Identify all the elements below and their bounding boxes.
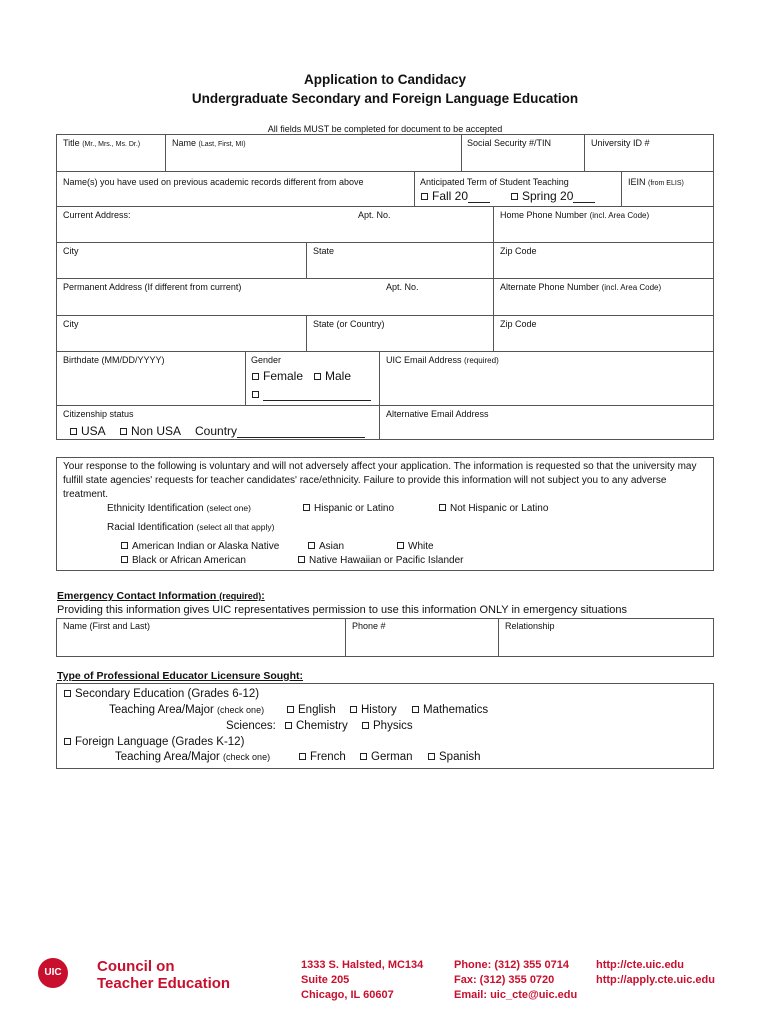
university-id-field[interactable]: University ID # xyxy=(591,138,650,148)
chemistry-option[interactable]: Chemistry xyxy=(285,720,348,732)
perm-city-field[interactable]: City xyxy=(63,319,79,329)
fall-checkbox[interactable] xyxy=(421,193,428,200)
name-field[interactable]: Name (Last, First, MI) xyxy=(172,138,246,148)
licensure-heading: Type of Professional Educator Licensure Sought: xyxy=(57,670,304,682)
uic-email-field[interactable]: UIC Email Address (required) xyxy=(386,355,499,365)
apt-no-field[interactable]: Apt. No. xyxy=(358,210,391,220)
perm-apt-no-field[interactable]: Apt. No. xyxy=(386,282,419,292)
emergency-text: Providing this information gives UIC representatives permission to use this information ONLY in emergency situations xyxy=(57,604,628,616)
german-option[interactable]: German xyxy=(360,751,413,763)
non-usa-checkbox[interactable] xyxy=(120,428,127,435)
footer-fax: Fax: (312) 355 0720 xyxy=(454,974,555,986)
usa-checkbox[interactable] xyxy=(70,428,77,435)
cte-link[interactable]: http://cte.uic.edu xyxy=(596,959,684,971)
male-option[interactable]: Male xyxy=(314,369,351,383)
emergency-phone-field[interactable]: Phone # xyxy=(352,621,386,631)
chemistry-checkbox[interactable] xyxy=(285,722,292,729)
german-checkbox[interactable] xyxy=(360,753,367,760)
hawaiian-checkbox[interactable] xyxy=(298,556,305,563)
city-field[interactable]: City xyxy=(63,246,79,256)
previous-names-field[interactable]: Name(s) you have used on previous academic records different from above xyxy=(63,177,364,187)
apply-link[interactable]: http://apply.cte.uic.edu xyxy=(596,974,715,986)
footer-links xyxy=(596,958,715,988)
hawaiian-option[interactable]: Native Hawaiian or Pacific Islander xyxy=(298,555,464,566)
footer-contact xyxy=(454,958,577,1003)
not-hispanic-checkbox[interactable] xyxy=(439,504,446,511)
foreign-language-option[interactable]: Foreign Language (Grades K-12) xyxy=(64,736,244,748)
required-note: All fields MUST be completed for document to be accepted xyxy=(267,124,503,134)
usa-option[interactable]: USA xyxy=(70,424,106,438)
state-field[interactable]: State xyxy=(313,246,335,256)
french-option[interactable]: French xyxy=(299,751,346,763)
physics-checkbox[interactable] xyxy=(362,722,369,729)
perm-zip-field[interactable]: Zip Code xyxy=(500,319,537,329)
physics-option[interactable]: Physics xyxy=(362,720,413,732)
female-option[interactable]: Female xyxy=(252,369,303,383)
spanish-checkbox[interactable] xyxy=(428,753,435,760)
form-subtitle: Undergraduate Secondary and Foreign Language Education xyxy=(191,91,579,106)
french-checkbox[interactable] xyxy=(299,753,306,760)
term-label: Anticipated Term of Student Teaching xyxy=(420,177,569,187)
alternate-phone-field[interactable]: Alternate Phone Number (incl. Area Code) xyxy=(500,282,662,292)
country-field[interactable]: Country xyxy=(195,424,365,438)
other-gender-blank[interactable] xyxy=(263,400,371,401)
english-option[interactable]: English xyxy=(287,704,336,716)
black-option[interactable]: Black or African American xyxy=(121,555,246,566)
asian-option[interactable]: Asian xyxy=(308,541,344,552)
other-gender-option[interactable] xyxy=(252,387,371,401)
white-option[interactable]: White xyxy=(397,541,434,552)
state-country-field[interactable]: State (or Country) xyxy=(313,319,385,329)
black-checkbox[interactable] xyxy=(121,556,128,563)
emergency-relationship-field[interactable]: Relationship xyxy=(505,621,555,631)
asian-checkbox[interactable] xyxy=(308,542,315,549)
spanish-option[interactable]: Spanish xyxy=(428,751,481,763)
other-gender-checkbox[interactable] xyxy=(252,391,259,398)
history-option[interactable]: History xyxy=(350,704,397,716)
american-indian-checkbox[interactable] xyxy=(121,542,128,549)
racial-label: Racial Identification (select all that apply) xyxy=(107,522,275,533)
non-usa-option[interactable]: Non USA xyxy=(120,424,181,438)
title-field[interactable]: Title (Mr., Mrs., Ms. Dr.) xyxy=(63,138,141,148)
mathematics-option[interactable]: Mathematics xyxy=(412,704,488,716)
form-title: Application to Candidacy xyxy=(303,72,466,87)
not-hispanic-option[interactable]: Not Hispanic or Latino xyxy=(439,503,548,514)
teaching-area-label: Teaching Area/Major (check one) xyxy=(109,704,265,716)
spring-checkbox[interactable] xyxy=(511,193,518,200)
alternative-email-field[interactable]: Alternative Email Address xyxy=(386,409,489,419)
citizenship-label: Citizenship status xyxy=(63,409,134,419)
history-checkbox[interactable] xyxy=(350,706,357,713)
sciences-label: Sciences: xyxy=(226,720,276,732)
hispanic-checkbox[interactable] xyxy=(303,504,310,511)
emergency-name-field[interactable]: Name (First and Last) xyxy=(63,621,151,631)
foreign-language-checkbox[interactable] xyxy=(64,738,71,745)
secondary-option[interactable]: Secondary Education (Grades 6-12) xyxy=(64,688,259,700)
current-address-field[interactable]: Current Address: xyxy=(63,210,131,220)
hispanic-option[interactable]: Hispanic or Latino xyxy=(303,503,394,514)
birthdate-field[interactable]: Birthdate (MM/DD/YYYY) xyxy=(63,355,165,365)
ssn-field[interactable]: Social Security #/TIN xyxy=(467,138,552,148)
american-indian-option[interactable]: American Indian or Alaska Native xyxy=(121,541,279,552)
footer-email[interactable]: Email: uic_cte@uic.edu xyxy=(454,989,578,1001)
mathematics-checkbox[interactable] xyxy=(412,706,419,713)
emergency-heading: Emergency Contact Information (required): xyxy=(57,590,265,602)
male-checkbox[interactable] xyxy=(314,373,321,380)
uic-logo: UIC xyxy=(38,958,68,988)
white-checkbox[interactable] xyxy=(397,542,404,549)
teaching-area-label-2: Teaching Area/Major (check one) xyxy=(115,751,271,763)
home-phone-field[interactable]: Home Phone Number (incl. Area Code) xyxy=(500,210,650,220)
fall-option[interactable]: Fall 20 xyxy=(421,189,490,203)
footer-address: 1333 S. Halsted, MC134 Suite 205 Chicago, IL 60607 xyxy=(301,959,424,1001)
gender-label: Gender xyxy=(251,355,282,365)
zip-field[interactable]: Zip Code xyxy=(500,246,537,256)
iein-field[interactable]: IEIN (from ELIS) xyxy=(628,177,684,187)
female-checkbox[interactable] xyxy=(252,373,259,380)
voluntary-text: Your response to the following is voluntary and will not adversely affect your application. The information is requested so that the university may fulfill state agencies' requests for teacher candidates' race/ethnicity. Failure to provide this information will not subject you to any adverse treatment. xyxy=(63,461,697,500)
footer-phone: Phone: (312) 355 0714 xyxy=(454,959,569,971)
secondary-checkbox[interactable] xyxy=(64,690,71,697)
ethnicity-label: Ethnicity Identification (select one) xyxy=(107,503,251,514)
org-name: Council on Teacher Education xyxy=(97,958,231,992)
spring-option[interactable]: Spring 20 xyxy=(511,189,595,203)
english-checkbox[interactable] xyxy=(287,706,294,713)
permanent-address-field[interactable]: Permanent Address (If different from current) xyxy=(63,282,242,292)
